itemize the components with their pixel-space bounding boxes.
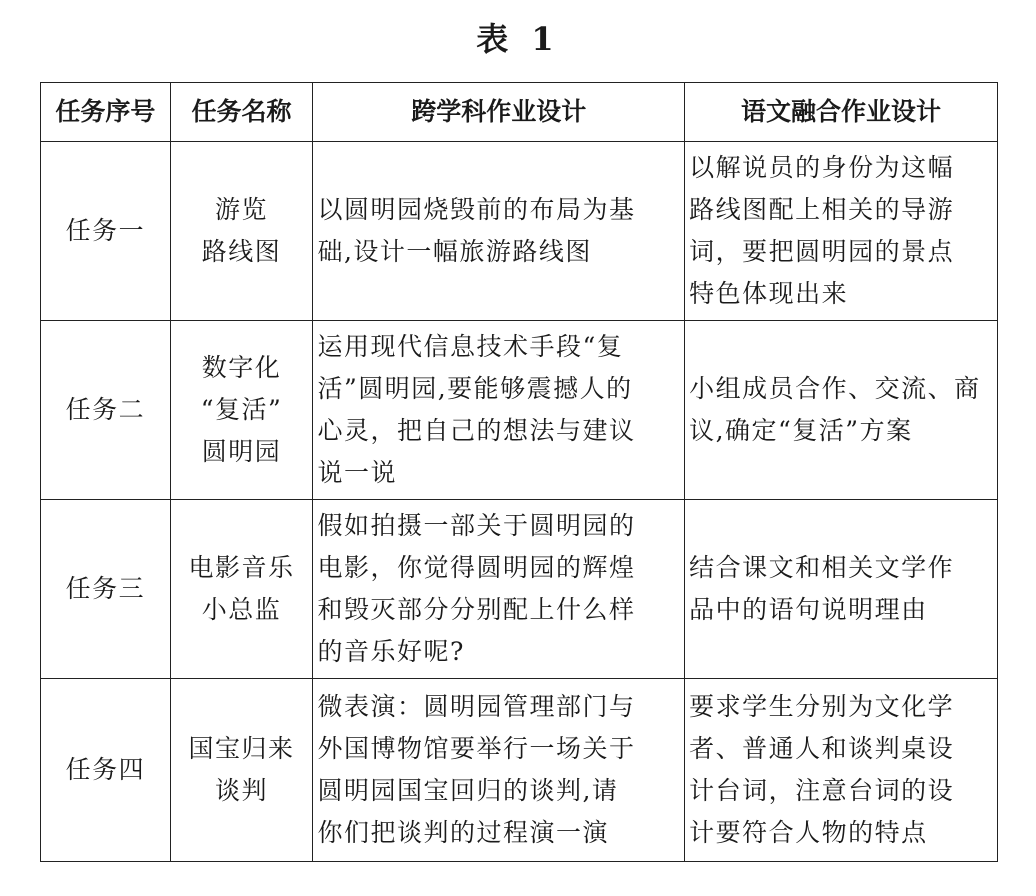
cell-line: 路线图配上相关的导游 — [689, 195, 955, 224]
cell-line: 微表演：圆明园管理部门与 — [317, 692, 636, 721]
cell-line: 任务二 — [65, 395, 146, 424]
cell-line: 任务三 — [65, 574, 146, 603]
task-table — [40, 82, 998, 862]
cell-line: 要求学生分别为文化学 — [689, 692, 955, 721]
cell-line: 心灵，把自己的想法与建议 — [317, 416, 636, 445]
cell-line: 任务一 — [65, 216, 146, 245]
cell-line: 品中的语句说明理由 — [689, 595, 928, 624]
cell-line: 和毁灭部分分别配上什么样 — [317, 595, 636, 624]
header-task-name: 任务名称 — [170, 83, 313, 142]
cell-line: 谈判 — [215, 776, 269, 805]
cell-line: 计台词，注意台词的设 — [689, 776, 955, 805]
table-row — [41, 321, 998, 500]
cell-line: 础,设计一幅旅游路线图 — [317, 237, 592, 266]
chinese-cell — [685, 500, 998, 679]
cell-line: “复活” — [200, 395, 283, 424]
cell-line: 者、普通人和谈判桌设 — [689, 734, 955, 763]
cross-subject-cell — [313, 142, 685, 321]
cross-subject-cell — [313, 500, 685, 679]
cell-line: 结合课文和相关文学作 — [689, 553, 955, 582]
task-id-cell — [41, 679, 171, 862]
cell-line: 小总监 — [201, 595, 282, 624]
cell-line: 电影，你觉得圆明园的辉煌 — [317, 553, 636, 582]
cell-line: 电影音乐 — [188, 553, 295, 582]
header-task-id: 任务序号 — [41, 83, 171, 142]
table-title: 表 1 — [476, 20, 560, 58]
task-id-cell — [41, 321, 171, 500]
cell-line: 圆明园国宝回归的谈判,请 — [317, 776, 619, 805]
task-id-cell — [41, 142, 171, 321]
cell-line: 以圆明园烧毁前的布局为基 — [317, 195, 636, 224]
cross-subject-cell — [313, 321, 685, 500]
cell-line: 你们把谈判的过程演一演 — [317, 818, 609, 847]
cell-line: 圆明园 — [201, 437, 282, 466]
cell-line: 计要符合人物的特点 — [689, 818, 928, 847]
header-row — [41, 83, 998, 142]
cell-line: 路线图 — [201, 237, 282, 266]
cell-line: 议,确定“复活”方案 — [689, 416, 913, 445]
cell-line: 以解说员的身份为这幅 — [689, 153, 955, 182]
cell-line: 小组成员合作、交流、商 — [689, 374, 981, 403]
task-name-cell — [170, 142, 313, 321]
table-row — [41, 142, 998, 321]
table-row — [41, 500, 998, 679]
cell-line: 特色体现出来 — [689, 279, 849, 308]
cell-line: 词，要把圆明园的景点 — [689, 237, 955, 266]
cell-line: 运用现代信息技术手段“复 — [317, 332, 624, 361]
task-name-cell — [170, 679, 313, 862]
cell-line: 任务四 — [65, 755, 146, 784]
header-chinese: 语文融合作业设计 — [685, 83, 998, 142]
task-id-cell — [41, 500, 171, 679]
cell-line: 外国博物馆要举行一场关于 — [317, 734, 636, 763]
header-cross-subject: 跨学科作业设计 — [313, 83, 685, 142]
chinese-cell — [685, 142, 998, 321]
chinese-cell — [685, 321, 998, 500]
cell-line: 的音乐好呢? — [317, 637, 465, 666]
cell-line: 活”圆明园,要能够震撼人的 — [317, 374, 633, 403]
task-name-cell — [170, 500, 313, 679]
cell-line: 数字化 — [201, 353, 282, 382]
task-name-cell — [170, 321, 313, 500]
cross-subject-cell — [313, 679, 685, 862]
cell-line: 国宝归来 — [188, 734, 295, 763]
chinese-cell — [685, 679, 998, 862]
table-row — [41, 679, 998, 862]
cell-line: 游览 — [215, 195, 269, 224]
cell-line: 假如拍摄一部关于圆明园的 — [317, 511, 636, 540]
cell-line: 说一说 — [317, 458, 397, 487]
